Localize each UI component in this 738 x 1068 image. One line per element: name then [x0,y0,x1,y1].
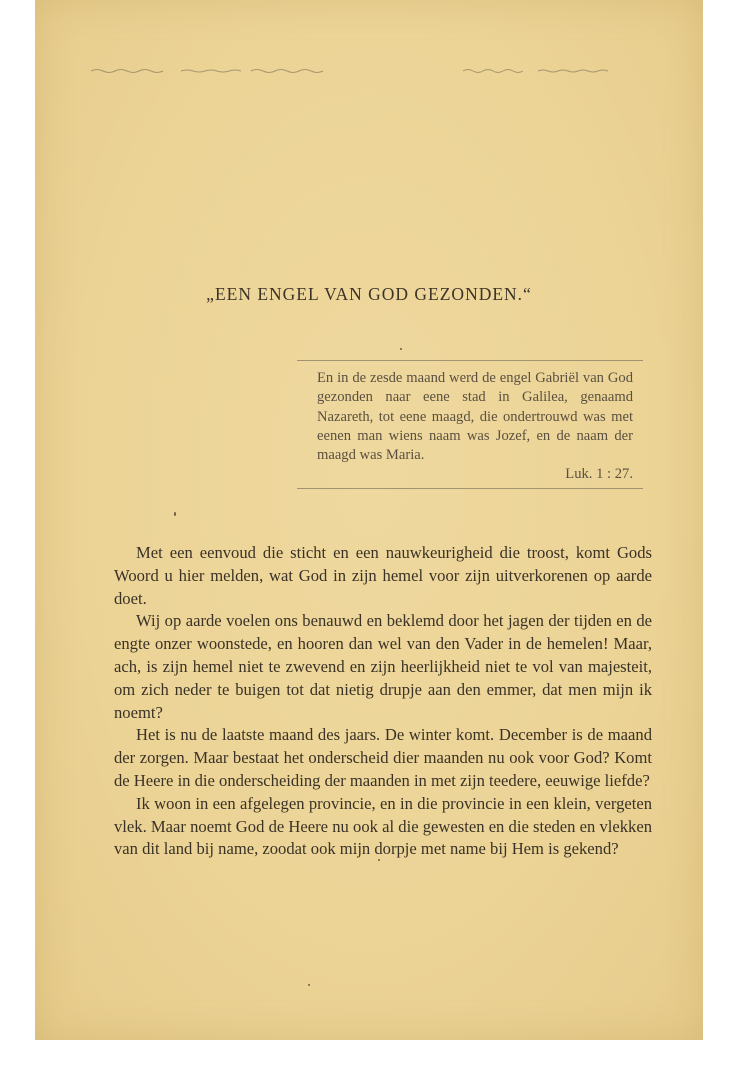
epigraph-reference: Luk. 1 : 27. [565,466,633,483]
header-ornament-left [91,66,327,74]
epigraph-text: En in de zesde maand werd de engel Gabriël van God gezonden naar eene stad in Galilea, genaamd Nazareth, tot eene maagd, die ondertrouwd was met eenen man wiens naam was Jozef, en de naam der maagd was Maria. [317,370,633,464]
body-text [114,542,652,861]
ink-speck [378,859,380,861]
ink-speck [400,348,402,350]
epigraph-top-rule [297,360,643,361]
epigraph-bottom-rule [297,488,643,489]
paragraph: Met een eenvoud die sticht en een nauwkeurigheid die troost, komt Gods Woord u hier melden, wat God in zijn hemel voor zijn uitverkorenen op aarde doet. [114,543,652,608]
ink-speck [174,512,176,516]
paragraph: Ik woon in een afgelegen provincie, en in die provincie in een klein, vergeten vlek. Maar noemt God de Heere nu ook al die gewesten en die steden en vlekken van dit land bij name, zoodat ook mijn dorpje met name bij Hem is gekend? [114,793,652,859]
header-ornament-right [463,66,613,74]
chapter-title: „EEN ENGEL VAN GOD GEZONDEN.“ [206,284,532,304]
epigraph-block [297,360,643,489]
ink-speck [308,984,310,986]
paragraph: Wij op aarde voelen ons benauwd en beklemd door het jagen der tijden en de engte onzer woonstede, en hooren dan wel van den Vader in de hemelen! Maar, ach, is zijn hemel niet te zwevend en zijn heerlijkheid niet te vol van majesteit, om zich neder te buigen tot dat nietig drupje aan den emmer, dat men mijn ik noemt? [114,611,652,722]
book-page [35,0,703,1040]
paragraph: Het is nu de laatste maand des jaars. De winter komt. December is de maand der zorgen. Maar bestaat het onderscheid dier maanden nu ook voor God? Komt de Heere in die onderscheiding der maanden in met zijn teedere, eeuwige liefde? [114,725,652,790]
